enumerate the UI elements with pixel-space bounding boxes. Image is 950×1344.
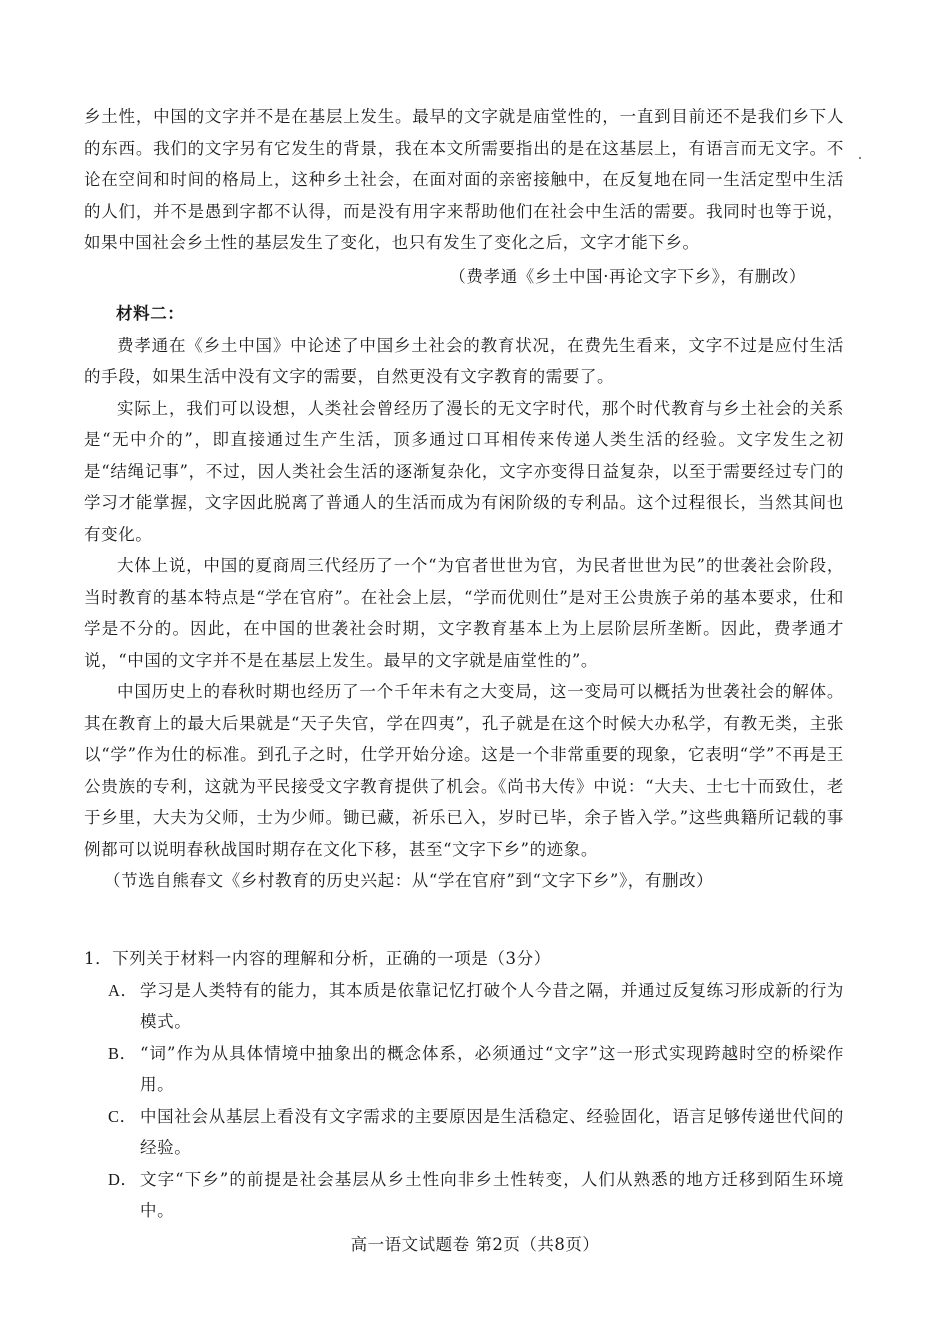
option-a[interactable]: [84, 975, 844, 1038]
option-letter: A．: [108, 980, 138, 1000]
page-footer: 高一语文试题卷 第2页（共8页）: [350, 1235, 600, 1254]
option-text: 文字“下乡”的前提是社会基层从乡土性向非乡土性转变，人们从熟悉的地方迁移到陌生环境中。: [140, 1169, 844, 1220]
material2-citation: （节选自熊春文《乡村教育的历史兴起：从“学在官府”到“文字下乡”》，有删改）: [104, 871, 714, 890]
option-text: “词”作为从具体情境中抽象出的概念体系，必须通过“文字”这一形式实现跨越时空的桥梁作用。: [140, 1043, 844, 1094]
material1-citation: （费孝通《乡土中国·再论文字下乡》，有删改）: [449, 266, 806, 286]
option-text: 学习是人类特有的能力，其本质是依靠记忆打破个人今昔之隔，并通过反复练习形成新的行为模式。: [140, 980, 844, 1031]
option-letter: B．: [108, 1043, 137, 1063]
material1-tail-paragraph: 乡土性，中国的文字并不是在基层上发生。最早的文字就是庙堂性的，一直到目前还不是我们乡下人的东西。我们的文字另有它发生的背景，我在本文所需要指出的是在这基层上，有语言而无文字。不论在空间和时间的格局上，这种乡土社会，在面对面的亲密接触中，在反复地在同一生活定型中生活的人们，并不是愚到字都不认得，而是没有用字来帮助他们在社会中生活的需要。我同时也等于说，如果中国社会乡土性的基层发生了变化，也只有发生了变化之后，文字才能下乡。: [84, 107, 844, 252]
material2-paragraph: 费孝通在《乡土中国》中论述了中国乡土社会的教育状况，在费先生看来，文字不过是应付生活的手段，如果生活中没有文字的需要，自然更没有文字教育的需要了。: [84, 335, 844, 386]
material2-paragraph: 实际上，我们可以设想，人类社会曾经历了漫长的无文字时代，那个时代教育与乡土社会的关系是“无中介的”，即直接通过生产生活，顶多通过口耳相传来传递人类生活的经验。文字发生之初是“结绳记事”，不过，因人类社会生活的逐渐复杂化，文字亦变得日益复杂，以至于需要经过专门的学习才能掌握，文字因此脱离了普通人的生活而成为有闲阶级的专利品。这个过程很长，当然其间也有变化。: [84, 398, 844, 544]
option-letter: C．: [108, 1106, 137, 1126]
material2-paragraph: 大体上说，中国的夏商周三代经历了一个“为官者世世为官，为民者世世为民”的世袭社会阶段，当时教育的基本特点是“学在官府”。在社会上层，“学而优则仕”是对王公贵族子弟的基本要求，仕和学是不分的。因此，在中国的世袭社会时期，文字教育基本上为上层阶层所垄断。因此，费孝通才说，“中国的文字并不是在基层上发生。最早的文字就是庙堂性的”。: [84, 556, 844, 670]
option-b[interactable]: [84, 1038, 844, 1101]
question-stem: 1．下列关于材料一内容的理解和分析，正确的一项是（3分）: [84, 949, 551, 968]
option-c[interactable]: [84, 1101, 844, 1164]
material2-paragraph: 中国历史上的春秋时期也经历了一个千年未有之大变局，这一变局可以概括为世袭社会的解体。其在教育上的最大后果就是“天子失官，学在四夷”，孔子就是在这个时候大办私学，有教无类，主张以“学”作为仕的标准。到孔子之时，仕学开始分途。这是一个非常重要的现象，它表明“学”不再是王公贵族的专利，这就为平民接受文字教育提供了机会。《尚书大传》中说：“大夫、士七十而致仕，老于乡里，大夫为父师，士为少师。锄已藏，祈乐已入，岁时已毕，余子皆入学。”这些典籍所记载的事例都可以说明春秋战国时期存在文化下移，甚至“文字下乡”的迹象。: [84, 682, 844, 859]
passage-body: [84, 101, 844, 897]
option-letter: D．: [108, 1169, 138, 1189]
option-text: 中国社会从基层上看没有文字需求的主要原因是生活稳定、经验固化，语言足够传递世代间的经验。: [140, 1106, 844, 1157]
option-d[interactable]: [84, 1164, 844, 1227]
material2-label: 材料二：: [116, 304, 185, 323]
scan-mark: [859, 157, 861, 159]
question-1: [84, 943, 844, 1227]
